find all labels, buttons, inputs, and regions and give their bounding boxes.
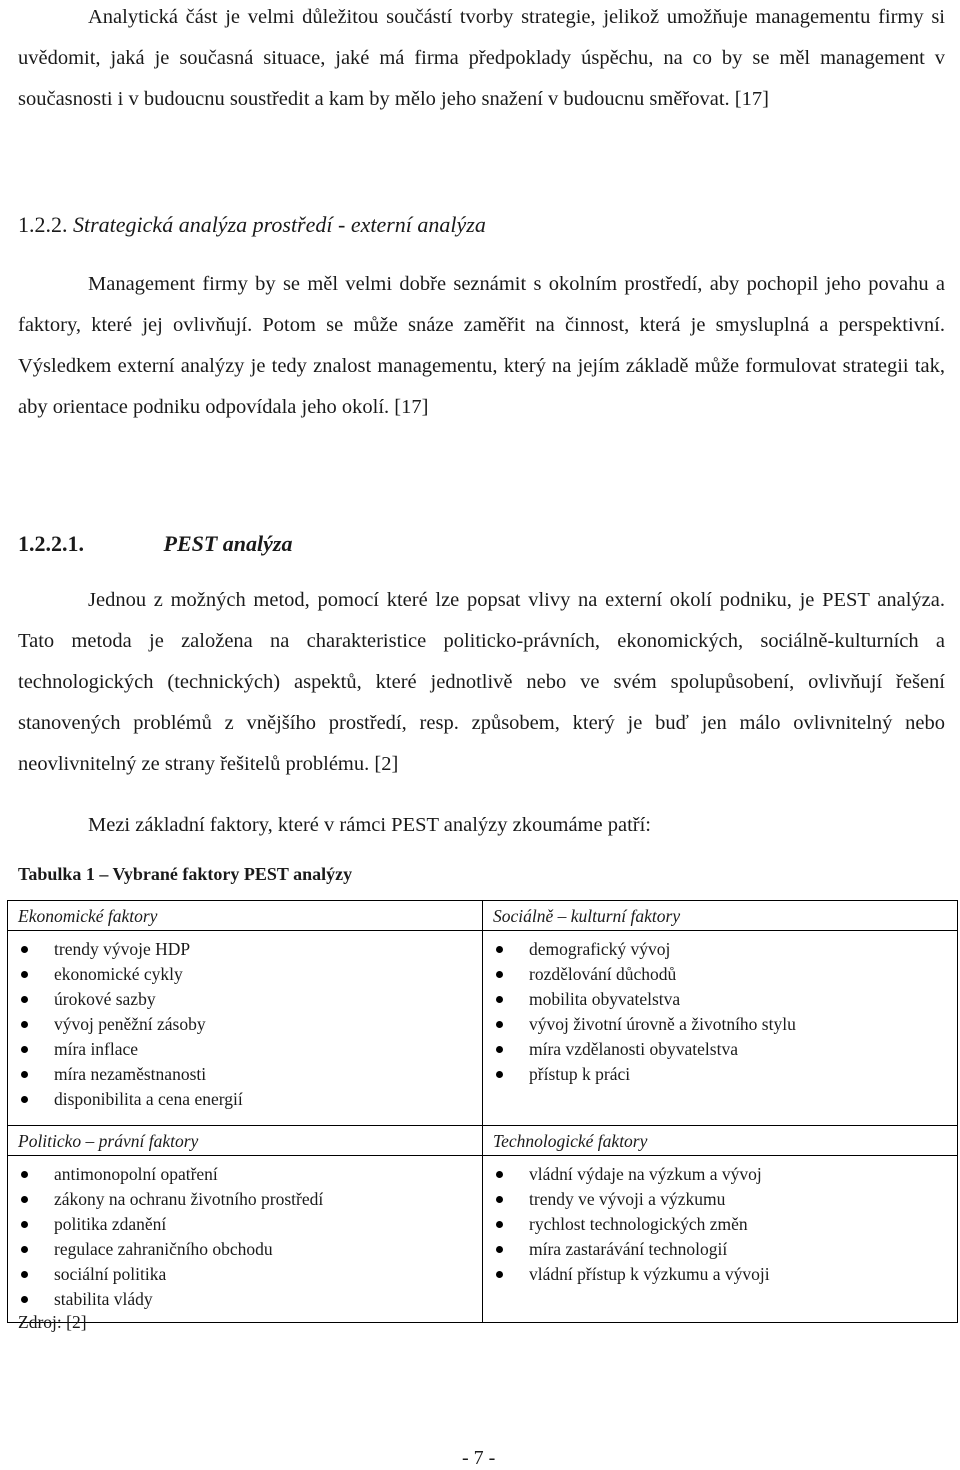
bullet-icon	[496, 946, 503, 953]
list-item: vládní přístup k výzkumu a vývoji	[483, 1262, 957, 1287]
list-item: míra inflace	[8, 1037, 482, 1062]
list-item: regulace zahraničního obchodu	[8, 1237, 482, 1262]
bullet-icon	[496, 1071, 503, 1078]
political-legal-factors-cell	[8, 1126, 483, 1323]
list-item: přístup k práci	[483, 1062, 957, 1087]
economic-factors-title: Ekonomické faktory	[8, 901, 482, 931]
subsection-number: 1.2.2.1.	[18, 531, 84, 556]
economic-factors-cell	[8, 901, 483, 1126]
bullet-icon	[21, 1071, 28, 1078]
bullet-icon	[496, 1271, 503, 1278]
list-item: trendy vývoje HDP	[8, 937, 482, 962]
list-item: ekonomické cykly	[8, 962, 482, 987]
list-item: demografický vývoj	[483, 937, 957, 962]
factors-intro-paragraph: Mezi základní faktory, které v rámci PEST analýzy zkoumáme patří:	[88, 814, 651, 836]
bullet-icon	[496, 1171, 503, 1178]
list-item: mobilita obyvatelstva	[483, 987, 957, 1012]
bullet-icon	[496, 1196, 503, 1203]
list-item: míra zastarávání technologií	[483, 1237, 957, 1262]
bullet-icon	[21, 1046, 28, 1053]
section-heading-external-analysis	[18, 212, 486, 238]
technological-factors-list	[483, 1156, 957, 1297]
table-caption: Tabulka 1 – Vybrané faktory PEST analýzy	[18, 864, 353, 884]
subsection-title: PEST analýza	[163, 531, 293, 556]
bullet-icon	[21, 946, 28, 953]
social-cultural-factors-title: Sociálně – kulturní faktory	[483, 901, 957, 931]
economic-factors-list	[8, 931, 482, 1122]
list-item: antimonopolní opatření	[8, 1162, 482, 1187]
section-heading-pest	[18, 531, 292, 557]
technological-factors-title: Technologické faktory	[483, 1126, 957, 1156]
bullet-icon	[21, 996, 28, 1003]
page-number: - 7 -	[462, 1447, 496, 1469]
list-item: disponibilita a cena energií	[8, 1087, 482, 1112]
bullet-icon	[21, 1021, 28, 1028]
list-item: úrokové sazby	[8, 987, 482, 1012]
social-cultural-factors-list	[483, 931, 957, 1097]
bullet-icon	[21, 1221, 28, 1228]
list-item: trendy ve vývoji a výzkumu	[483, 1187, 957, 1212]
list-item: rozdělování důchodů	[483, 962, 957, 987]
bullet-icon	[496, 971, 503, 978]
bullet-icon	[21, 1296, 28, 1303]
bullet-icon	[496, 996, 503, 1003]
technological-factors-cell	[483, 1126, 958, 1323]
list-item: vývoj životní úrovně a životního stylu	[483, 1012, 957, 1037]
bullet-icon	[496, 1021, 503, 1028]
political-legal-factors-title: Politicko – právní faktory	[8, 1126, 482, 1156]
intro-paragraph: Analytická část je velmi důležitou součástí tvorby strategie, jelikož umožňuje managementu firmy si uvědomit, jaká je současná situace, jaké má firma předpoklady úspěchu, na co by se měl management v současnosti i v budoucnu soustředit a kam by mělo jeho snažení v budoucnu směřovat. [17]	[18, 6, 945, 110]
bullet-icon	[21, 1171, 28, 1178]
social-cultural-factors-cell	[483, 901, 958, 1126]
list-item: vývoj peněžní zásoby	[8, 1012, 482, 1037]
bullet-icon	[21, 1096, 28, 1103]
section-title: Strategická analýza prostředí - externí analýza	[73, 212, 486, 237]
bullet-icon	[496, 1221, 503, 1228]
list-item: sociální politika	[8, 1262, 482, 1287]
section-number: 1.2.2.	[18, 212, 68, 237]
list-item: politika zdanění	[8, 1212, 482, 1237]
bullet-icon	[21, 1246, 28, 1253]
external-analysis-paragraph: Management firmy by se měl velmi dobře seznámit s okolním prostředí, aby pochopil jeho povahu a faktory, které jej ovlivňují. Potom se může snáze zaměřit na činnost, která je smysluplná a perspektivní. Výsledkem externí analýzy je tedy znalost managementu, který na jejím základě může formulovat strategii tak, aby orientace podniku odpovídala jeho okolí. [17]	[18, 273, 945, 418]
list-item: rychlost technologických změn	[483, 1212, 957, 1237]
political-legal-factors-list	[8, 1156, 482, 1322]
list-item: stabilita vlády	[8, 1287, 482, 1312]
bullet-icon	[496, 1246, 503, 1253]
list-item: zákony na ochranu životního prostředí	[8, 1187, 482, 1212]
bullet-icon	[21, 1196, 28, 1203]
pest-description-paragraph: Jednou z možných metod, pomocí které lze popsat vlivy na externí okolí podniku, je PEST analýza. Tato metoda je založena na charakteristice politicko-právních, ekonomických, sociálně-kulturních a technologických (technických) aspektů, které jednotlivě nebo ve svém spolupůsobení, ovlivňují řešení stanovených problémů z vnějšího prostředí, resp. způsobem, který je buď jen málo ovlivnitelný nebo neovlivnitelný ze strany řešitelů problému. [2]	[18, 589, 945, 775]
list-item: vládní výdaje na výzkum a vývoj	[483, 1162, 957, 1187]
table-source: Zdroj: [2]	[18, 1312, 87, 1332]
bullet-icon	[21, 971, 28, 978]
bullet-icon	[21, 1271, 28, 1278]
pest-factors-table	[7, 900, 958, 1323]
bullet-icon	[496, 1046, 503, 1053]
list-item: míra vzdělanosti obyvatelstva	[483, 1037, 957, 1062]
list-item: míra nezaměstnanosti	[8, 1062, 482, 1087]
